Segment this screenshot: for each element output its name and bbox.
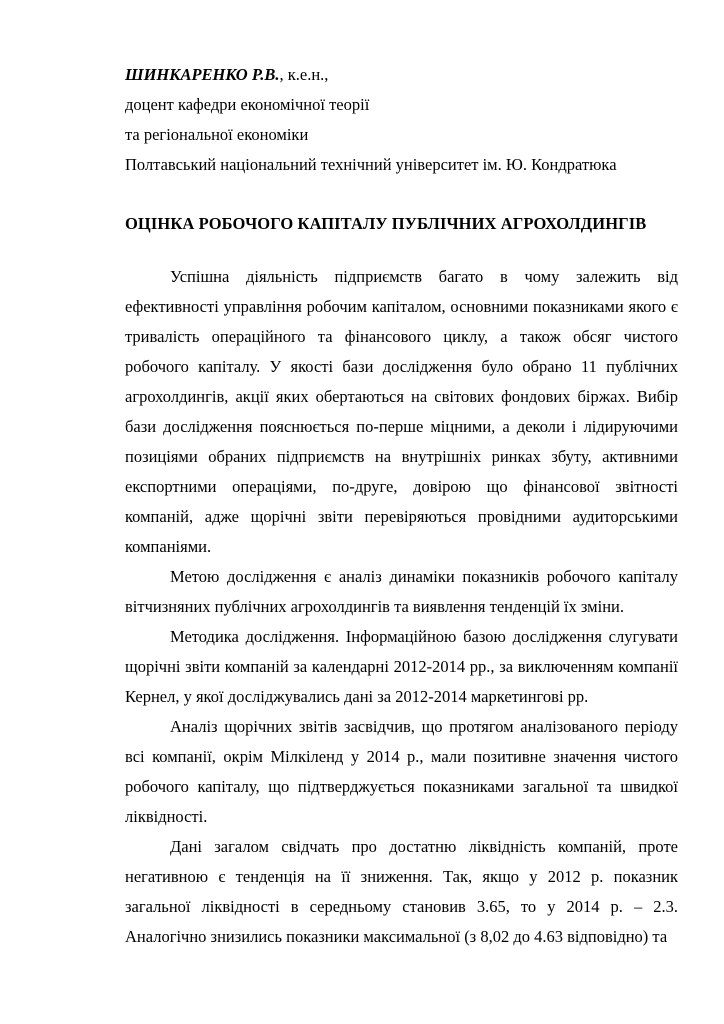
author-byline-block — [125, 60, 678, 180]
body-paragraph: Методика дослідження. Інформаційною базою дослідження слугувати щорічні звіти компаній за календарні 2012-2014 рр., за виключенням компанії Кернел, у якої досліджувались дані за 2012-2014 маркетингові рр. — [125, 627, 678, 706]
author-name: ШИНКАРЕНКО Р.В. — [125, 65, 280, 84]
author-line — [125, 60, 678, 90]
author-affiliation: Полтавський національний технічний університет ім. Ю. Кондратюка — [125, 155, 617, 174]
author-degree: , к.е.н., — [279, 65, 329, 84]
body-paragraph: Метою дослідження є аналіз динаміки показників робочого капіталу вітчизняних публічних агрохолдингів та виявлення тенденцій їх зміни. — [125, 567, 678, 616]
article-body — [125, 262, 678, 952]
article-title: ОЦІНКА РОБОЧОГО КАПІТАЛУ ПУБЛІЧНИХ АГРОХОЛДИНГІВ — [125, 214, 647, 233]
page-content — [125, 60, 678, 952]
author-position-line-1: доцент кафедри економічної теорії — [125, 95, 370, 114]
body-paragraph: Дані загалом свідчать про достатню ліквідність компаній, проте негативною є тенденція на її зниження. Так, якщо у 2012 р. показник загальної ліквідності в середньому становив 3.65, то у 2014 р. – 2.3. Аналогічно знизились показники максимальної (з 8,02 до 4.63 відповідно) та — [125, 837, 678, 946]
author-position-line-2: та регіональної економіки — [125, 125, 309, 144]
body-paragraph: Успішна діяльність підприємств багато в чому залежить від ефективності управління робочим капіталом, основними показниками якого є тривалість операційного та фінансового циклу, а також обсяг чистого робочого капіталу. У якості бази дослідження було обрано 11 публічних агрохолдингів, акції яких обертаються на світових фондових біржах. Вибір бази дослідження пояснюється по-перше міцними, а деколи і лідируючими позиціями обраних підприємств на внутрішніх ринках збуту, активними експортними операціями, по-друге, довірою що фінансової звітності компаній, адже щорічні звіти перевіряються провідними аудиторськими компаніями. — [125, 267, 678, 556]
body-paragraph: Аналіз щорічних звітів засвідчив, що протягом аналізованого періоду всі компанії, окрім Мілкіленд у 2014 р., мали позитивне значення чистого робочого капіталу, що підтверджується показниками загальної та швидкої ліквідності. — [125, 717, 678, 826]
